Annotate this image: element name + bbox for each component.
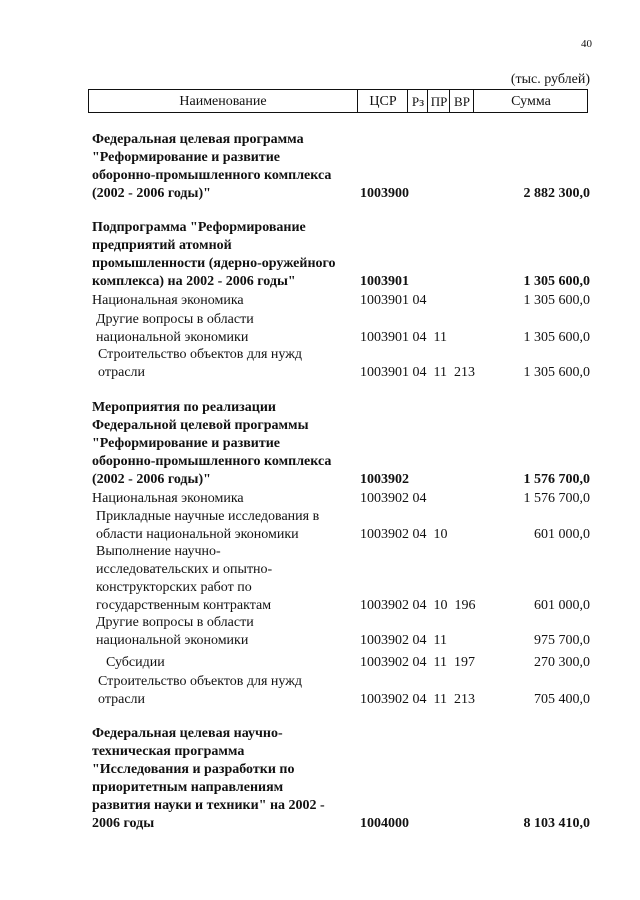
row-name: Выполнение научно- исследовательских и опытно- конструкторских работ по государственным контрактам bbox=[96, 544, 273, 613]
header-rz: Рз bbox=[407, 90, 428, 112]
row-code: 1003901 bbox=[360, 274, 409, 289]
row-name: Подпрограмма "Реформирование предприятий атомной промышленности (ядерно-оружейного комплекса) на 2002 - 2006 годы" bbox=[92, 220, 336, 289]
row-code: 1003901 04 bbox=[360, 293, 427, 308]
row-sum: 1 305 600,0 bbox=[523, 274, 590, 289]
row-name: Другие вопросы в области национальной экономики bbox=[96, 312, 254, 345]
table-row bbox=[0, 311, 640, 347]
table-row bbox=[0, 654, 640, 672]
header-csr: ЦСР bbox=[357, 90, 408, 112]
row-sum: 2 882 300,0 bbox=[523, 186, 590, 201]
row-sum: 601 000,0 bbox=[534, 598, 590, 613]
table-row bbox=[0, 508, 640, 544]
header-vr: ВР bbox=[449, 90, 474, 112]
row-name: Строительство объектов для нужд отрасли bbox=[98, 674, 303, 707]
row-name: Национальная экономика bbox=[92, 293, 244, 308]
row-name: Федеральная целевая научно- техническая программа "Исследования и разработки по приоритетным направлениям развития науки и техники" на 2002 - 2006 годы bbox=[92, 726, 325, 831]
row-sum: 270 300,0 bbox=[534, 655, 590, 670]
row-code: 1003902 04 11 197 bbox=[360, 655, 475, 670]
table-row bbox=[0, 614, 640, 650]
table-row bbox=[0, 725, 640, 833]
row-sum: 1 576 700,0 bbox=[523, 491, 590, 506]
table-row bbox=[0, 399, 640, 489]
table-row bbox=[0, 490, 640, 508]
row-code: 1004000 bbox=[360, 816, 409, 831]
row-sum: 601 000,0 bbox=[534, 527, 590, 542]
row-code: 1003902 04 11 bbox=[360, 633, 447, 648]
row-name: Федеральная целевая программа "Реформирование и развитие оборонно-промышленного комплекса (2002 - 2006 годы)" bbox=[92, 132, 332, 201]
table-row bbox=[0, 131, 640, 203]
row-name: Строительство объектов для нужд отрасли bbox=[98, 347, 303, 380]
row-code: 1003900 bbox=[360, 186, 409, 201]
table-row bbox=[0, 219, 640, 291]
row-code: 1003902 04 11 213 bbox=[360, 692, 475, 707]
row-name: Другие вопросы в области национальной экономики bbox=[96, 615, 254, 648]
row-code: 1003902 bbox=[360, 472, 409, 487]
row-sum: 705 400,0 bbox=[534, 692, 590, 707]
header-sum: Сумма bbox=[473, 90, 588, 112]
table-row bbox=[0, 346, 640, 382]
row-sum: 1 305 600,0 bbox=[523, 293, 590, 308]
row-name: Субсидии bbox=[106, 655, 165, 670]
row-name: Мероприятия по реализации Федеральной целевой программы "Реформирование и развитие оборонно-промышленного комплекса (2002 - 2006 годы)" bbox=[92, 400, 332, 487]
table-row bbox=[0, 543, 640, 615]
row-name: Национальная экономика bbox=[92, 491, 244, 506]
table-row bbox=[0, 673, 640, 709]
units-label: (тыс. рублей) bbox=[510, 72, 590, 87]
row-sum: 975 700,0 bbox=[534, 633, 590, 648]
table-row bbox=[0, 292, 640, 310]
row-name: Прикладные научные исследования в области национальной экономики bbox=[96, 509, 320, 542]
row-code: 1003902 04 10 bbox=[360, 527, 448, 542]
row-sum: 1 305 600,0 bbox=[523, 365, 590, 380]
row-code: 1003902 04 10 196 bbox=[360, 598, 476, 613]
row-code: 1003901 04 11 213 bbox=[360, 365, 475, 380]
row-sum: 1 305 600,0 bbox=[523, 330, 590, 345]
row-code: 1003902 04 bbox=[360, 491, 427, 506]
row-code: 1003901 04 11 bbox=[360, 330, 447, 345]
row-sum: 8 103 410,0 bbox=[523, 816, 590, 831]
page-number: 40 bbox=[581, 38, 592, 50]
header-name: Наименование bbox=[179, 94, 267, 109]
header-pr: ПР bbox=[427, 90, 450, 112]
row-sum: 1 576 700,0 bbox=[523, 472, 590, 487]
